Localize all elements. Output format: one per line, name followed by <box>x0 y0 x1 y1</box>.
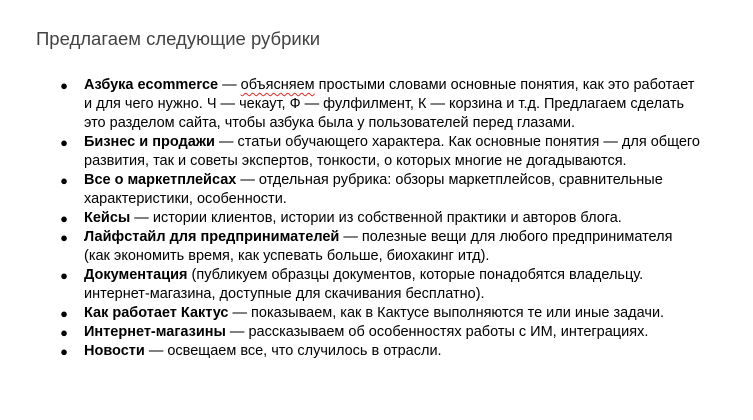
bullet-icon: ● <box>60 173 68 188</box>
topic-term: Как работает Кактус <box>84 305 229 321</box>
topic-term: Бизнес и продажи <box>84 134 215 150</box>
topic-description: — полезные вещи для любого предпринимателя (как экономить время, как успевать больше, биохакинг итд). <box>84 229 673 264</box>
bullet-icon: ● <box>60 211 68 226</box>
topic-dash: — <box>218 77 241 93</box>
topic-description: — отдельная рубрика: обзоры маркетплейсов, сравнительные характеристики, особенности. <box>84 172 663 207</box>
list-item <box>0 304 702 323</box>
topic-list <box>0 76 702 361</box>
topic-term: Все о маркетплейсах <box>84 172 237 188</box>
topic-description: — статьи обучающего характера. Как основные понятия — для общего развития, так и советы экспертов, тонкости, о которых многие не догадываются. <box>84 134 700 169</box>
list-item <box>0 323 702 342</box>
bullet-icon: ● <box>60 268 68 283</box>
topic-description: — истории клиентов, истории из собственной практики и авторов блога. <box>130 210 622 226</box>
topic-term: Кейсы <box>84 210 131 226</box>
topic-term: Лайфстайл для предпринимателей <box>84 229 340 245</box>
list-item <box>0 228 702 266</box>
topic-description: простыми словами основные понятия, как это работает и для чего нужно. Ч — чекаут, Ф — фулфилмент, К — корзина и т.д. Предлагаем сделать это разделом сайта, чтобы азбука была у пользователей перед глазами. <box>84 77 695 131</box>
bullet-icon: ● <box>60 325 68 340</box>
list-item <box>0 209 702 228</box>
spellcheck-flagged-word[interactable]: объясняем <box>240 77 315 93</box>
topic-term: Новости <box>84 343 145 359</box>
topic-description: — показываем, как в Кактусе выполняются те или иные задачи. <box>228 305 665 321</box>
bullet-icon: ● <box>60 306 68 321</box>
topic-term: Документация <box>84 267 188 283</box>
list-item <box>0 133 702 171</box>
topic-term: Азбука ecommerce <box>84 77 219 93</box>
section-heading: Предлагаем следующие рубрики <box>36 28 321 49</box>
bullet-icon: ● <box>60 135 68 150</box>
bullet-icon: ● <box>60 344 68 359</box>
bullet-icon: ● <box>60 78 68 93</box>
list-item <box>0 266 702 304</box>
topic-term: Интернет-магазины <box>84 324 226 340</box>
list-item <box>0 171 702 209</box>
topic-description: — освещаем все, что случилось в отрасли. <box>144 343 442 359</box>
list-item <box>0 76 702 133</box>
list-item <box>0 342 702 361</box>
topic-description: — рассказываем об особенностях работы с ИМ, интеграциях. <box>225 324 649 340</box>
topic-description: (публикуем образцы документов, которые понадобятся владельцу. интернет-магазина, доступные для скачивания бесплатно). <box>84 267 644 302</box>
bullet-icon: ● <box>60 230 68 245</box>
